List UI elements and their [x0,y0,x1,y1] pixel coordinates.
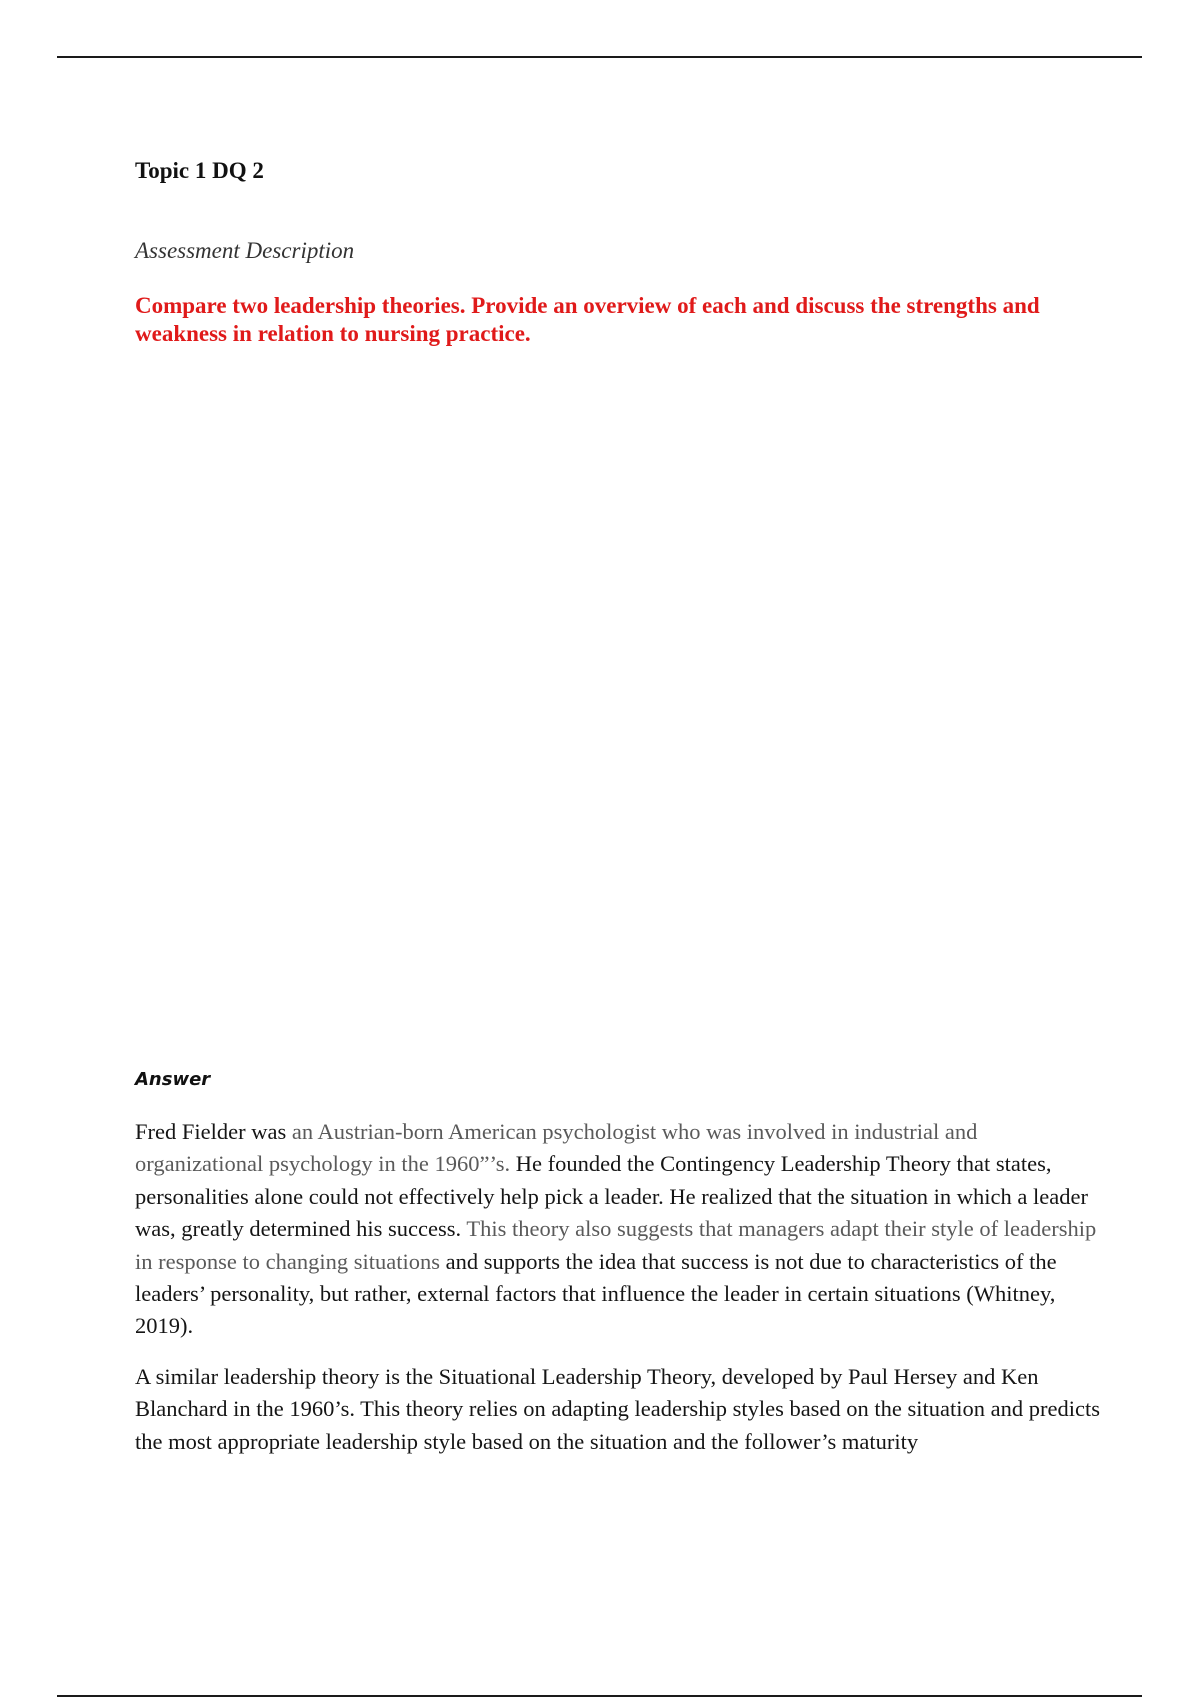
paragraph-1-segment-1: Fred Fielder was [135,1119,287,1144]
answer-paragraph-1 [135,1116,1110,1343]
footer-rule [57,1695,1142,1697]
paragraph-1-segment-5: and supports the idea that success is not due to characteristics of the leaders’ personality, but rather, external factors that influence the leader in certain situations (Whitney, 2019). [135,1248,1057,1339]
answer-heading: Answer [135,1069,211,1090]
paragraph-1-segment-2: an Austrian-born American psychologist who was involved in industrial and organizational psychology in the 1960”’s. [135,1119,978,1177]
answer-paragraph-2: A similar leadership theory is the Situational Leadership Theory, developed by Paul Hersey and Ken Blanchard in the 1960’s. This theory relies on adapting leadership styles based on the situation and predicts the most appropriate leadership style based on the situation and the follower’s maturity [135,1364,1100,1454]
paragraph-1-segment-4: This theory also suggests that managers adapt their style of leadership in response to changing situations [135,1216,1097,1274]
assessment-prompt: Compare two leadership theories. Provide an overview of each and discuss the strengths and weakness in relation to nursing practice. [135,293,1040,346]
page-title: Topic 1 DQ 2 [135,158,264,183]
assessment-description-label: Assessment Description [135,238,355,263]
header-rule [57,56,1142,58]
paragraph-1-segment-3: He founded the Contingency Leadership Theory that states, personalities alone could not effectively help pick a leader. He realized that the situation in which a leader was, greatly determined his success. [135,1151,1088,1242]
